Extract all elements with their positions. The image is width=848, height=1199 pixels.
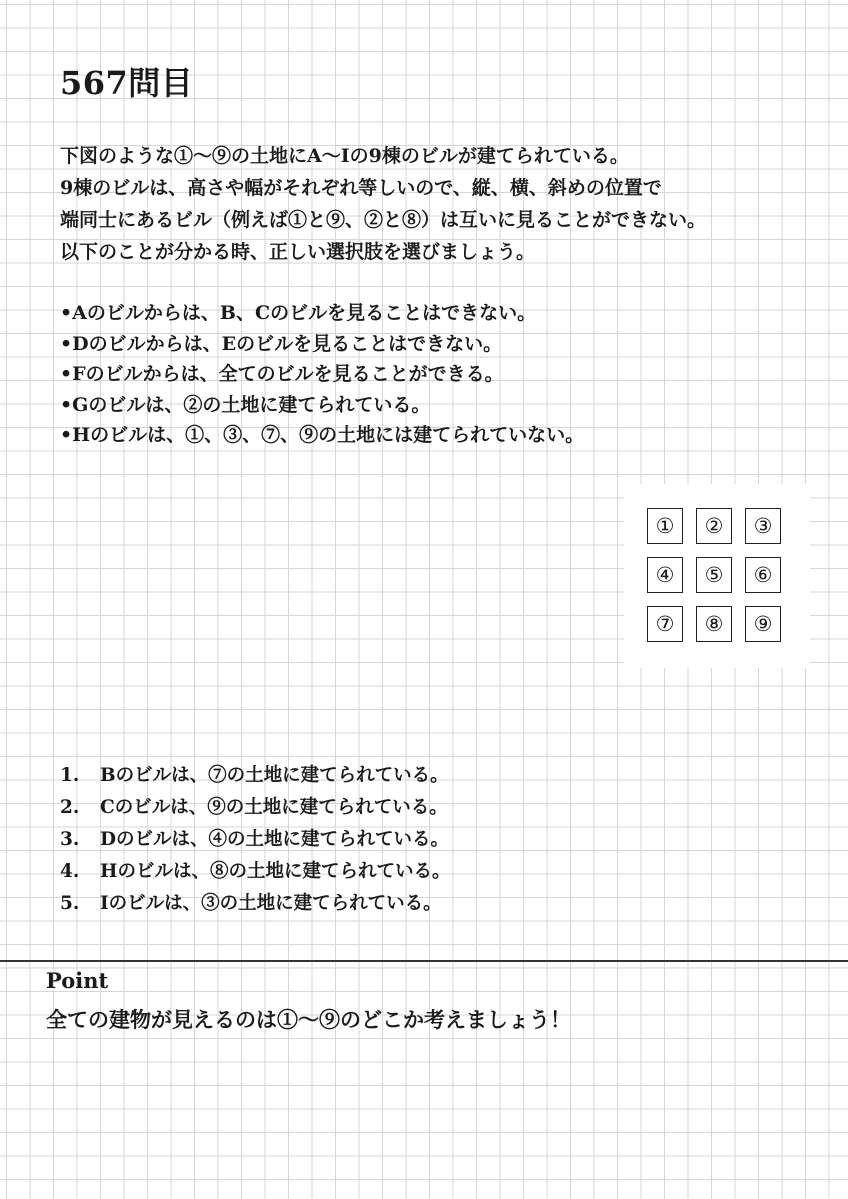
- statement-line: 端同士にあるビル（例えば①と⑨、②と⑧）は互いに見ることができない。: [60, 209, 707, 231]
- lot-map: [624, 484, 810, 668]
- option-text: Cのビルは、⑨の土地に建てられている。: [100, 797, 448, 818]
- lot-cell: ⑧: [696, 606, 732, 642]
- condition-item: •Dのビルからは、Eのビルを見ることはできない。: [60, 332, 503, 355]
- lot-cell: ②: [696, 508, 732, 544]
- page-title: 567問目: [60, 64, 194, 102]
- point-heading: Point: [46, 968, 109, 993]
- lot-cell: ⑨: [745, 606, 781, 642]
- option-number: 4.: [60, 861, 80, 882]
- lot-cell: ⑤: [696, 557, 732, 593]
- condition-item: •Hのビルは、①、③、⑦、⑨の土地には建てられていない。: [60, 424, 585, 446]
- answer-option[interactable]: [60, 760, 450, 792]
- section-divider: [0, 960, 848, 962]
- answer-option[interactable]: [60, 888, 450, 920]
- statement-line: 9棟のビルは、高さや幅がそれぞれ等しいので、縦、横、斜めの位置で: [60, 177, 662, 199]
- statement-line: 以下のことが分かる時、正しい選択肢を選びましょう。: [60, 241, 536, 263]
- statement-line: 下図のような①〜⑨の土地にA〜Iの9棟のビルが建てられている。: [60, 145, 629, 167]
- condition-item: •Gのビルは、②の土地に建てられている。: [60, 393, 431, 416]
- answer-option[interactable]: [60, 856, 450, 888]
- answer-options: [60, 760, 450, 920]
- option-text: Iのビルは、③の土地に建てられている。: [100, 893, 442, 914]
- option-number: 2.: [60, 797, 80, 818]
- lot-cell: ①: [647, 508, 683, 544]
- point-hint: 全ての建物が見えるのは①〜⑨のどこか考えましょう！: [46, 1007, 571, 1032]
- option-text: Dのビルは、④の土地に建てられている。: [100, 829, 450, 850]
- conditions-list: [60, 298, 584, 451]
- lot-cell: ③: [745, 508, 781, 544]
- option-number: 1.: [60, 765, 80, 786]
- answer-option[interactable]: [60, 824, 450, 856]
- option-number: 3.: [60, 829, 80, 850]
- answer-option[interactable]: [60, 792, 450, 824]
- condition-item: •Aのビルからは、B、Cのビルを見ることはできない。: [60, 302, 537, 324]
- lot-cell: ⑥: [745, 557, 781, 593]
- lot-cell: ④: [647, 557, 683, 593]
- option-text: Bのビルは、⑦の土地に建てられている。: [100, 765, 449, 786]
- option-number: 5.: [60, 893, 80, 914]
- lot-cell: ⑦: [647, 606, 683, 642]
- problem-statement: [60, 140, 800, 268]
- condition-item: •Fのビルからは、全てのビルを見ることができる。: [60, 363, 504, 385]
- option-text: Hのビルは、⑧の土地に建てられている。: [100, 861, 451, 882]
